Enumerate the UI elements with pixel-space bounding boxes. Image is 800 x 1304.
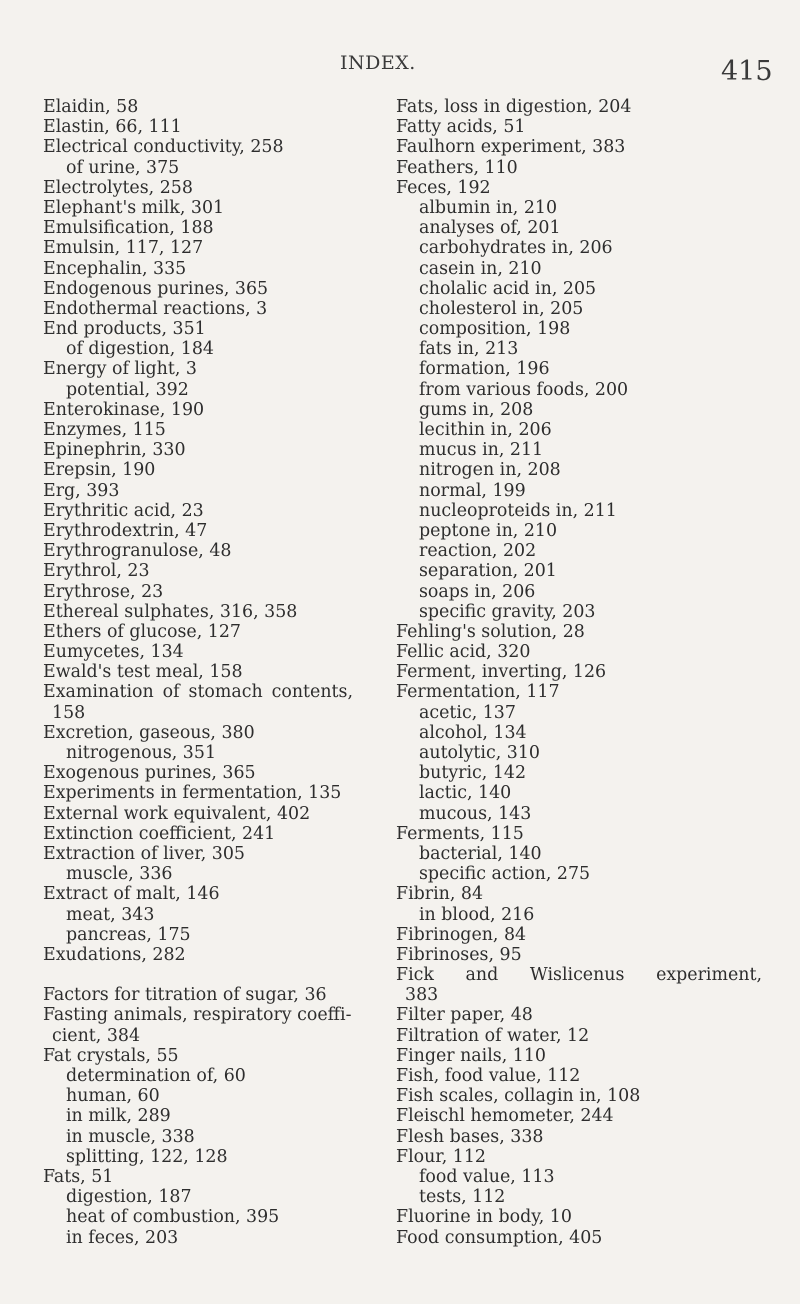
index-entry: Enterokinase, 190 <box>43 399 205 420</box>
index-entry: Eumycetes, 134 <box>43 642 184 663</box>
index-entry: 383 <box>405 985 439 1006</box>
index-entry: Filter paper, 48 <box>396 1005 533 1026</box>
index-subentry: analyses of, 201 <box>419 218 561 239</box>
index-entry: Feces, 192 <box>396 177 491 198</box>
index-entry: Erythrodextrin, 47 <box>43 520 208 541</box>
index-entry: Erepsin, 190 <box>43 460 156 481</box>
index-entry: Examination of stomach contents, <box>43 682 353 703</box>
index-subentry: in milk, 289 <box>66 1106 171 1127</box>
index-entry: Flesh bases, 338 <box>396 1126 544 1147</box>
index-entry: Fick and Wislicenus experiment, <box>396 965 762 986</box>
index-subentry: determination of, 60 <box>66 1066 246 1086</box>
index-subentry: of digestion, 184 <box>66 339 214 360</box>
index-subentry: in muscle, 338 <box>66 1126 195 1147</box>
index-entry: End products, 351 <box>43 319 206 340</box>
index-entry: Extinction coefficient, 241 <box>43 823 276 844</box>
index-subentry: composition, 198 <box>419 319 571 340</box>
index-entry: External work equivalent, 402 <box>43 803 311 824</box>
index-subentry: lecithin in, 206 <box>419 420 552 440</box>
index-entry: Factors for titration of sugar, 36 <box>43 985 327 1006</box>
index-subentry: soaps in, 206 <box>419 581 536 602</box>
index-entry: Filtration of water, 12 <box>396 1025 590 1046</box>
index-entry: 158 <box>52 702 86 723</box>
index-column-right <box>396 97 766 1248</box>
index-entry: Endothermal reactions, 3 <box>43 298 268 319</box>
index-entry: Fatty acids, 51 <box>396 117 526 138</box>
index-entry: Enzymes, 115 <box>43 420 166 440</box>
index-subentry: meat, 343 <box>66 904 155 925</box>
index-entry: Fish, food value, 112 <box>396 1066 581 1086</box>
index-subentry: lactic, 140 <box>419 783 512 804</box>
index-entry: Elastin, 66, 111 <box>43 117 182 138</box>
index-subentry: formation, 196 <box>419 359 550 380</box>
index-entry: Fasting animals, respiratory coeffi- <box>43 1005 352 1026</box>
index-entry: Ferment, inverting, 126 <box>396 662 607 683</box>
index-subentry: in feces, 203 <box>66 1227 179 1248</box>
index-subentry: splitting, 122, 128 <box>66 1146 228 1167</box>
index-column-left <box>43 97 388 1248</box>
index-subentry: peptone in, 210 <box>419 520 558 541</box>
index-subentry: of urine, 375 <box>66 157 180 178</box>
index-entry: Elaidin, 58 <box>43 97 139 117</box>
index-entry: Experiments in fermentation, 135 <box>43 783 342 804</box>
index-entry: Emulsification, 188 <box>43 218 214 239</box>
index-subentry: tests, 112 <box>419 1187 506 1208</box>
index-entry: Fermentation, 117 <box>396 682 560 703</box>
index-entry: Ferments, 115 <box>396 823 524 844</box>
index-subentry: potential, 392 <box>66 379 189 400</box>
index-entry: Fibrinogen, 84 <box>396 924 527 945</box>
index-entry: Extraction of liver, 305 <box>43 843 245 864</box>
index-entry: Fibrinoses, 95 <box>396 944 522 965</box>
index-entry: Erythrol, 23 <box>43 561 150 582</box>
index-subentry: nitrogenous, 351 <box>66 743 217 763</box>
index-subentry: reaction, 202 <box>419 541 537 562</box>
index-entry: Ethers of glucose, 127 <box>43 621 241 642</box>
index-subentry: casein in, 210 <box>419 258 542 279</box>
index-entry: Erg, 393 <box>43 480 120 501</box>
index-subentry: specific gravity, 203 <box>419 601 596 622</box>
index-subentry: in blood, 216 <box>419 904 535 925</box>
index-entry: Finger nails, 110 <box>396 1045 546 1066</box>
index-entry: Electrical conductivity, 258 <box>43 137 284 158</box>
index-subentry: digestion, 187 <box>66 1187 192 1208</box>
index-entry: Fat crystals, 55 <box>43 1045 179 1066</box>
index-subentry: carbohydrates in, 206 <box>419 238 613 259</box>
page-title: INDEX. <box>340 52 416 74</box>
index-entry: Endogenous purines, 365 <box>43 278 269 299</box>
index-entry: Fats, loss in digestion, 204 <box>396 97 632 117</box>
index-subentry: gums in, 208 <box>419 399 534 420</box>
index-entry: Electrolytes, 258 <box>43 177 193 198</box>
index-entry: Fleischl hemometer, 244 <box>396 1106 614 1127</box>
index-subentry: albumin in, 210 <box>419 197 558 218</box>
index-entry: Fibrin, 84 <box>396 884 484 905</box>
index-subentry: nucleoproteids in, 211 <box>419 500 617 521</box>
index-subentry: acetic, 137 <box>419 702 516 723</box>
index-subentry: specific action, 275 <box>419 864 591 885</box>
index-subentry: cholesterol in, 205 <box>419 298 584 319</box>
index-entry: Excretion, gaseous, 380 <box>43 722 255 743</box>
index-entry: Ewald's test meal, 158 <box>43 662 243 683</box>
page-header <box>0 50 800 90</box>
index-entry: Food consumption, 405 <box>396 1227 603 1248</box>
index-entry: Feathers, 110 <box>396 157 518 178</box>
index-entry: Erythrogranulose, 48 <box>43 541 232 562</box>
index-subentry: normal, 199 <box>419 480 526 501</box>
index-subentry: mucous, 143 <box>419 803 532 824</box>
index-entry: Erythritic acid, 23 <box>43 500 204 521</box>
index-entry: Fats, 51 <box>43 1166 114 1187</box>
index-subentry: human, 60 <box>66 1086 160 1107</box>
index-subentry: food value, 113 <box>419 1166 555 1187</box>
index-entry: Ethereal sulphates, 316, 358 <box>43 601 298 622</box>
index-entry: Erythrose, 23 <box>43 581 164 602</box>
index-entry: Exudations, 282 <box>43 944 186 965</box>
index-subentry: bacterial, 140 <box>419 843 542 864</box>
index-subentry: separation, 201 <box>419 561 557 582</box>
page-number: 415 <box>721 56 773 87</box>
index-entry: Fellic acid, 320 <box>396 642 531 663</box>
index-subentry: pancreas, 175 <box>66 924 191 945</box>
index-subentry: cholalic acid in, 205 <box>419 278 597 299</box>
index-subentry: fats in, 213 <box>419 339 519 360</box>
index-entry: Encephalin, 335 <box>43 258 187 279</box>
index-subentry: nitrogen in, 208 <box>419 460 561 481</box>
index-entry: Faulhorn experiment, 383 <box>396 137 626 158</box>
index-entry: Extract of malt, 146 <box>43 884 220 905</box>
index-entry: Flour, 112 <box>396 1146 486 1167</box>
index-subentry: from various foods, 200 <box>419 379 629 400</box>
section-gap <box>43 965 388 985</box>
index-subentry: mucus in, 211 <box>419 440 544 461</box>
index-subentry: heat of combustion, 395 <box>66 1207 280 1228</box>
index-entry: Fluorine in body, 10 <box>396 1207 572 1228</box>
index-entry: Elephant's milk, 301 <box>43 197 225 218</box>
index-entry: Emulsin, 117, 127 <box>43 238 204 259</box>
index-entry: Epinephrin, 330 <box>43 440 186 461</box>
index-subentry: autolytic, 310 <box>419 743 540 763</box>
index-subentry: butyric, 142 <box>419 763 527 784</box>
index-entry: Exogenous purines, 365 <box>43 763 256 784</box>
index-subentry: alcohol, 134 <box>419 722 527 743</box>
index-subentry: muscle, 336 <box>66 864 173 885</box>
index-entry: Fish scales, collagin in, 108 <box>396 1086 641 1107</box>
index-entry: Energy of light, 3 <box>43 359 197 380</box>
index-entry: cient, 384 <box>52 1025 141 1046</box>
index-entry: Fehling's solution, 28 <box>396 621 585 642</box>
